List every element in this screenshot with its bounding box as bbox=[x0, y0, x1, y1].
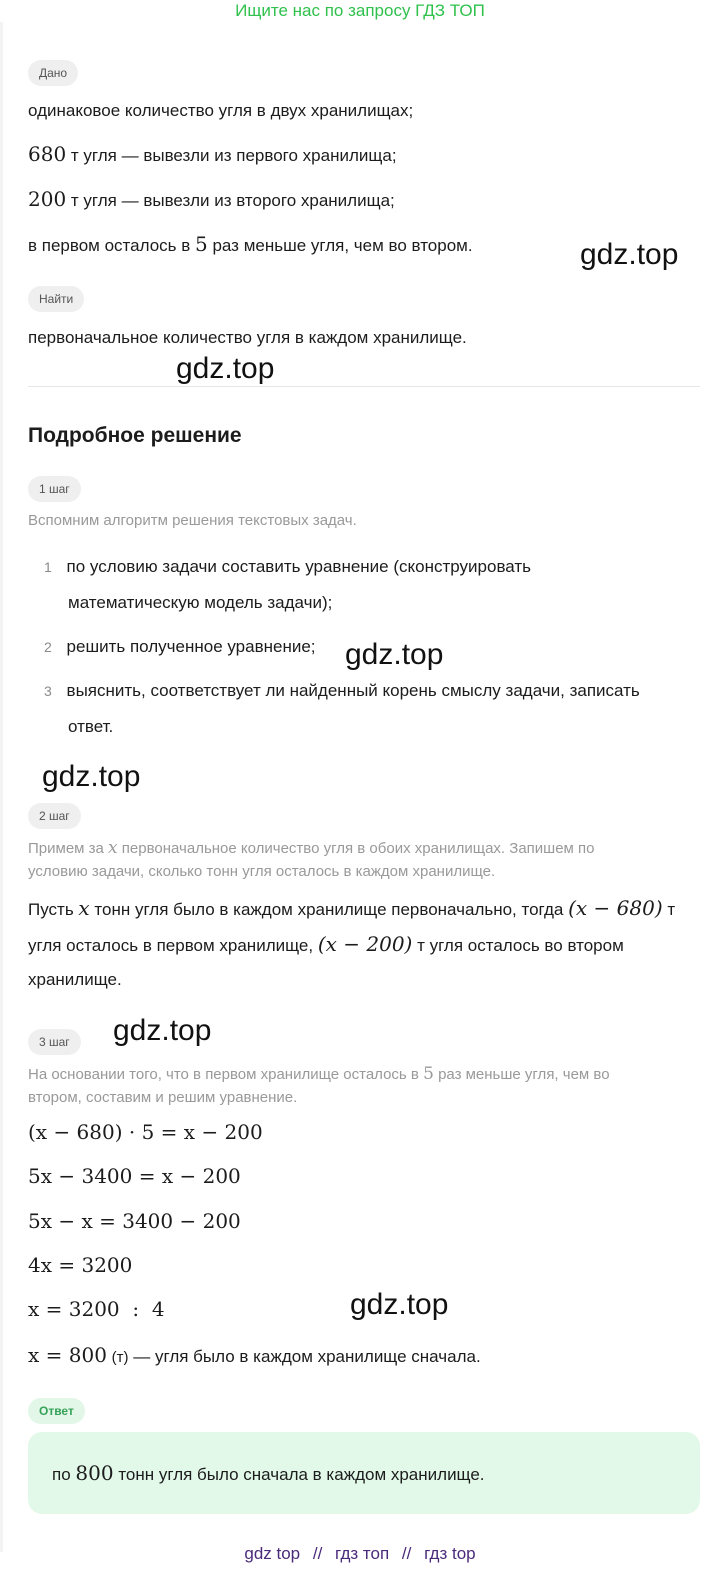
footer-link[interactable]: гдз топ bbox=[335, 1544, 390, 1563]
given-text: в первом осталось в bbox=[28, 236, 191, 255]
step3-gray-2: втором, составим и решим уравнение. bbox=[28, 1089, 298, 1106]
step2-chip: 2 шаг bbox=[28, 803, 81, 829]
given-text: т угля — вывезли из первого хранилища; bbox=[70, 146, 397, 165]
number: 5 bbox=[423, 1064, 434, 1084]
watermark: gdz.top bbox=[345, 638, 444, 671]
text: по bbox=[52, 1465, 71, 1484]
variable: x bbox=[108, 838, 118, 858]
step2-paragraph-line-2 bbox=[28, 933, 624, 957]
text: угля осталось в первом хранилище, bbox=[28, 936, 314, 955]
given-line-1: одинаковое количество угля в двух хранилищах; bbox=[28, 101, 414, 120]
given-line-2 bbox=[28, 143, 397, 167]
variable: x bbox=[78, 896, 90, 920]
step2-paragraph-line-3: хранилище. bbox=[28, 970, 122, 989]
footer-link[interactable]: gdz top bbox=[244, 1544, 301, 1563]
step1-intro: Вспомним алгоритм решения текстовых задач. bbox=[28, 512, 357, 529]
given-number: 5 bbox=[195, 232, 208, 256]
list-text: решить полученное уравнение; bbox=[66, 637, 316, 656]
text: — угля было в каждом хранилище сначала. bbox=[133, 1347, 481, 1366]
given-chip: Дано bbox=[28, 60, 78, 86]
text: Пусть bbox=[28, 900, 74, 919]
watermark: gdz.top bbox=[350, 1288, 449, 1321]
expression: (x − 680) bbox=[568, 896, 663, 920]
step3-chip: 3 шаг bbox=[28, 1029, 81, 1055]
search-banner: Ищите нас по запросу ГДЗ ТОП bbox=[235, 1, 485, 20]
list-item bbox=[44, 636, 316, 658]
watermark: gdz.top bbox=[580, 238, 679, 271]
text: т bbox=[667, 900, 676, 919]
list-number: 2 bbox=[44, 639, 52, 655]
watermark: gdz.top bbox=[176, 352, 275, 385]
step2-gray-1 bbox=[28, 836, 594, 861]
given-line-3 bbox=[28, 188, 395, 212]
list-item-continuation: математическую модель задачи); bbox=[68, 593, 333, 612]
find-chip: Найти bbox=[28, 286, 84, 312]
footer-separator: // bbox=[312, 1544, 323, 1563]
given-text: т угля — вывезли из второго хранилища; bbox=[70, 191, 395, 210]
answer-chip: Ответ bbox=[28, 1398, 85, 1424]
unit: (т) bbox=[111, 1349, 129, 1366]
step2-paragraph-line-1 bbox=[28, 897, 675, 921]
given-number: 680 bbox=[28, 142, 67, 166]
given-text: раз меньше угля, чем во втором. bbox=[212, 236, 473, 255]
list-item bbox=[44, 680, 640, 702]
watermark: gdz.top bbox=[113, 1014, 212, 1047]
list-text: по условию задачи составить уравнение (сконструировать bbox=[66, 557, 532, 576]
equation-5: x = 3200 : 4 bbox=[28, 1297, 165, 1321]
equation-1: (x − 680) · 5 = x − 200 bbox=[28, 1120, 263, 1144]
text: тонн угля было в каждом хранилище первоначально, тогда bbox=[94, 900, 564, 919]
watermark: gdz.top bbox=[42, 760, 141, 793]
expression: x = 800 bbox=[28, 1343, 107, 1367]
gray-text: первоначальное количество угля в обоих хранилищах. Запишем по bbox=[121, 840, 595, 857]
list-item-continuation: ответ. bbox=[68, 717, 114, 736]
gray-text: Примем за bbox=[28, 840, 104, 857]
equation-4: 4x = 3200 bbox=[28, 1253, 133, 1277]
text: тонн угля было сначала в каждом хранилище. bbox=[118, 1465, 485, 1484]
gray-text: раз меньше угля, чем во bbox=[438, 1066, 610, 1083]
expression: (x − 200) bbox=[317, 932, 413, 956]
list-item bbox=[44, 556, 531, 578]
gray-text: На основании того, что в первом хранилище осталось в bbox=[28, 1066, 419, 1083]
step3-gray-1 bbox=[28, 1062, 610, 1087]
text: т угля осталось во втором bbox=[417, 936, 624, 955]
footer-links bbox=[0, 1544, 720, 1564]
given-line-4 bbox=[28, 233, 473, 257]
equation-6 bbox=[28, 1344, 481, 1369]
answer-text bbox=[52, 1462, 485, 1486]
equation-2: 5x − 3400 = x − 200 bbox=[28, 1164, 241, 1188]
equation-3: 5x − x = 3400 − 200 bbox=[28, 1209, 241, 1233]
find-text: первоначальное количество угля в каждом хранилище. bbox=[28, 328, 467, 347]
list-text: выяснить, соответствует ли найденный корень смыслу задачи, записать bbox=[66, 681, 640, 700]
footer-separator: // bbox=[401, 1544, 412, 1563]
number: 800 bbox=[75, 1461, 114, 1485]
list-number: 3 bbox=[44, 683, 52, 699]
step2-gray-2: условию задачи, сколько тонн угля осталось в каждом хранилище. bbox=[28, 863, 496, 880]
footer-link[interactable]: гдз top bbox=[424, 1544, 476, 1563]
given-number: 200 bbox=[28, 187, 67, 211]
divider bbox=[28, 386, 700, 387]
solution-title: Подробное решение bbox=[28, 424, 242, 447]
list-number: 1 bbox=[44, 559, 52, 575]
left-border bbox=[0, 22, 3, 1552]
step1-chip: 1 шаг bbox=[28, 476, 81, 502]
